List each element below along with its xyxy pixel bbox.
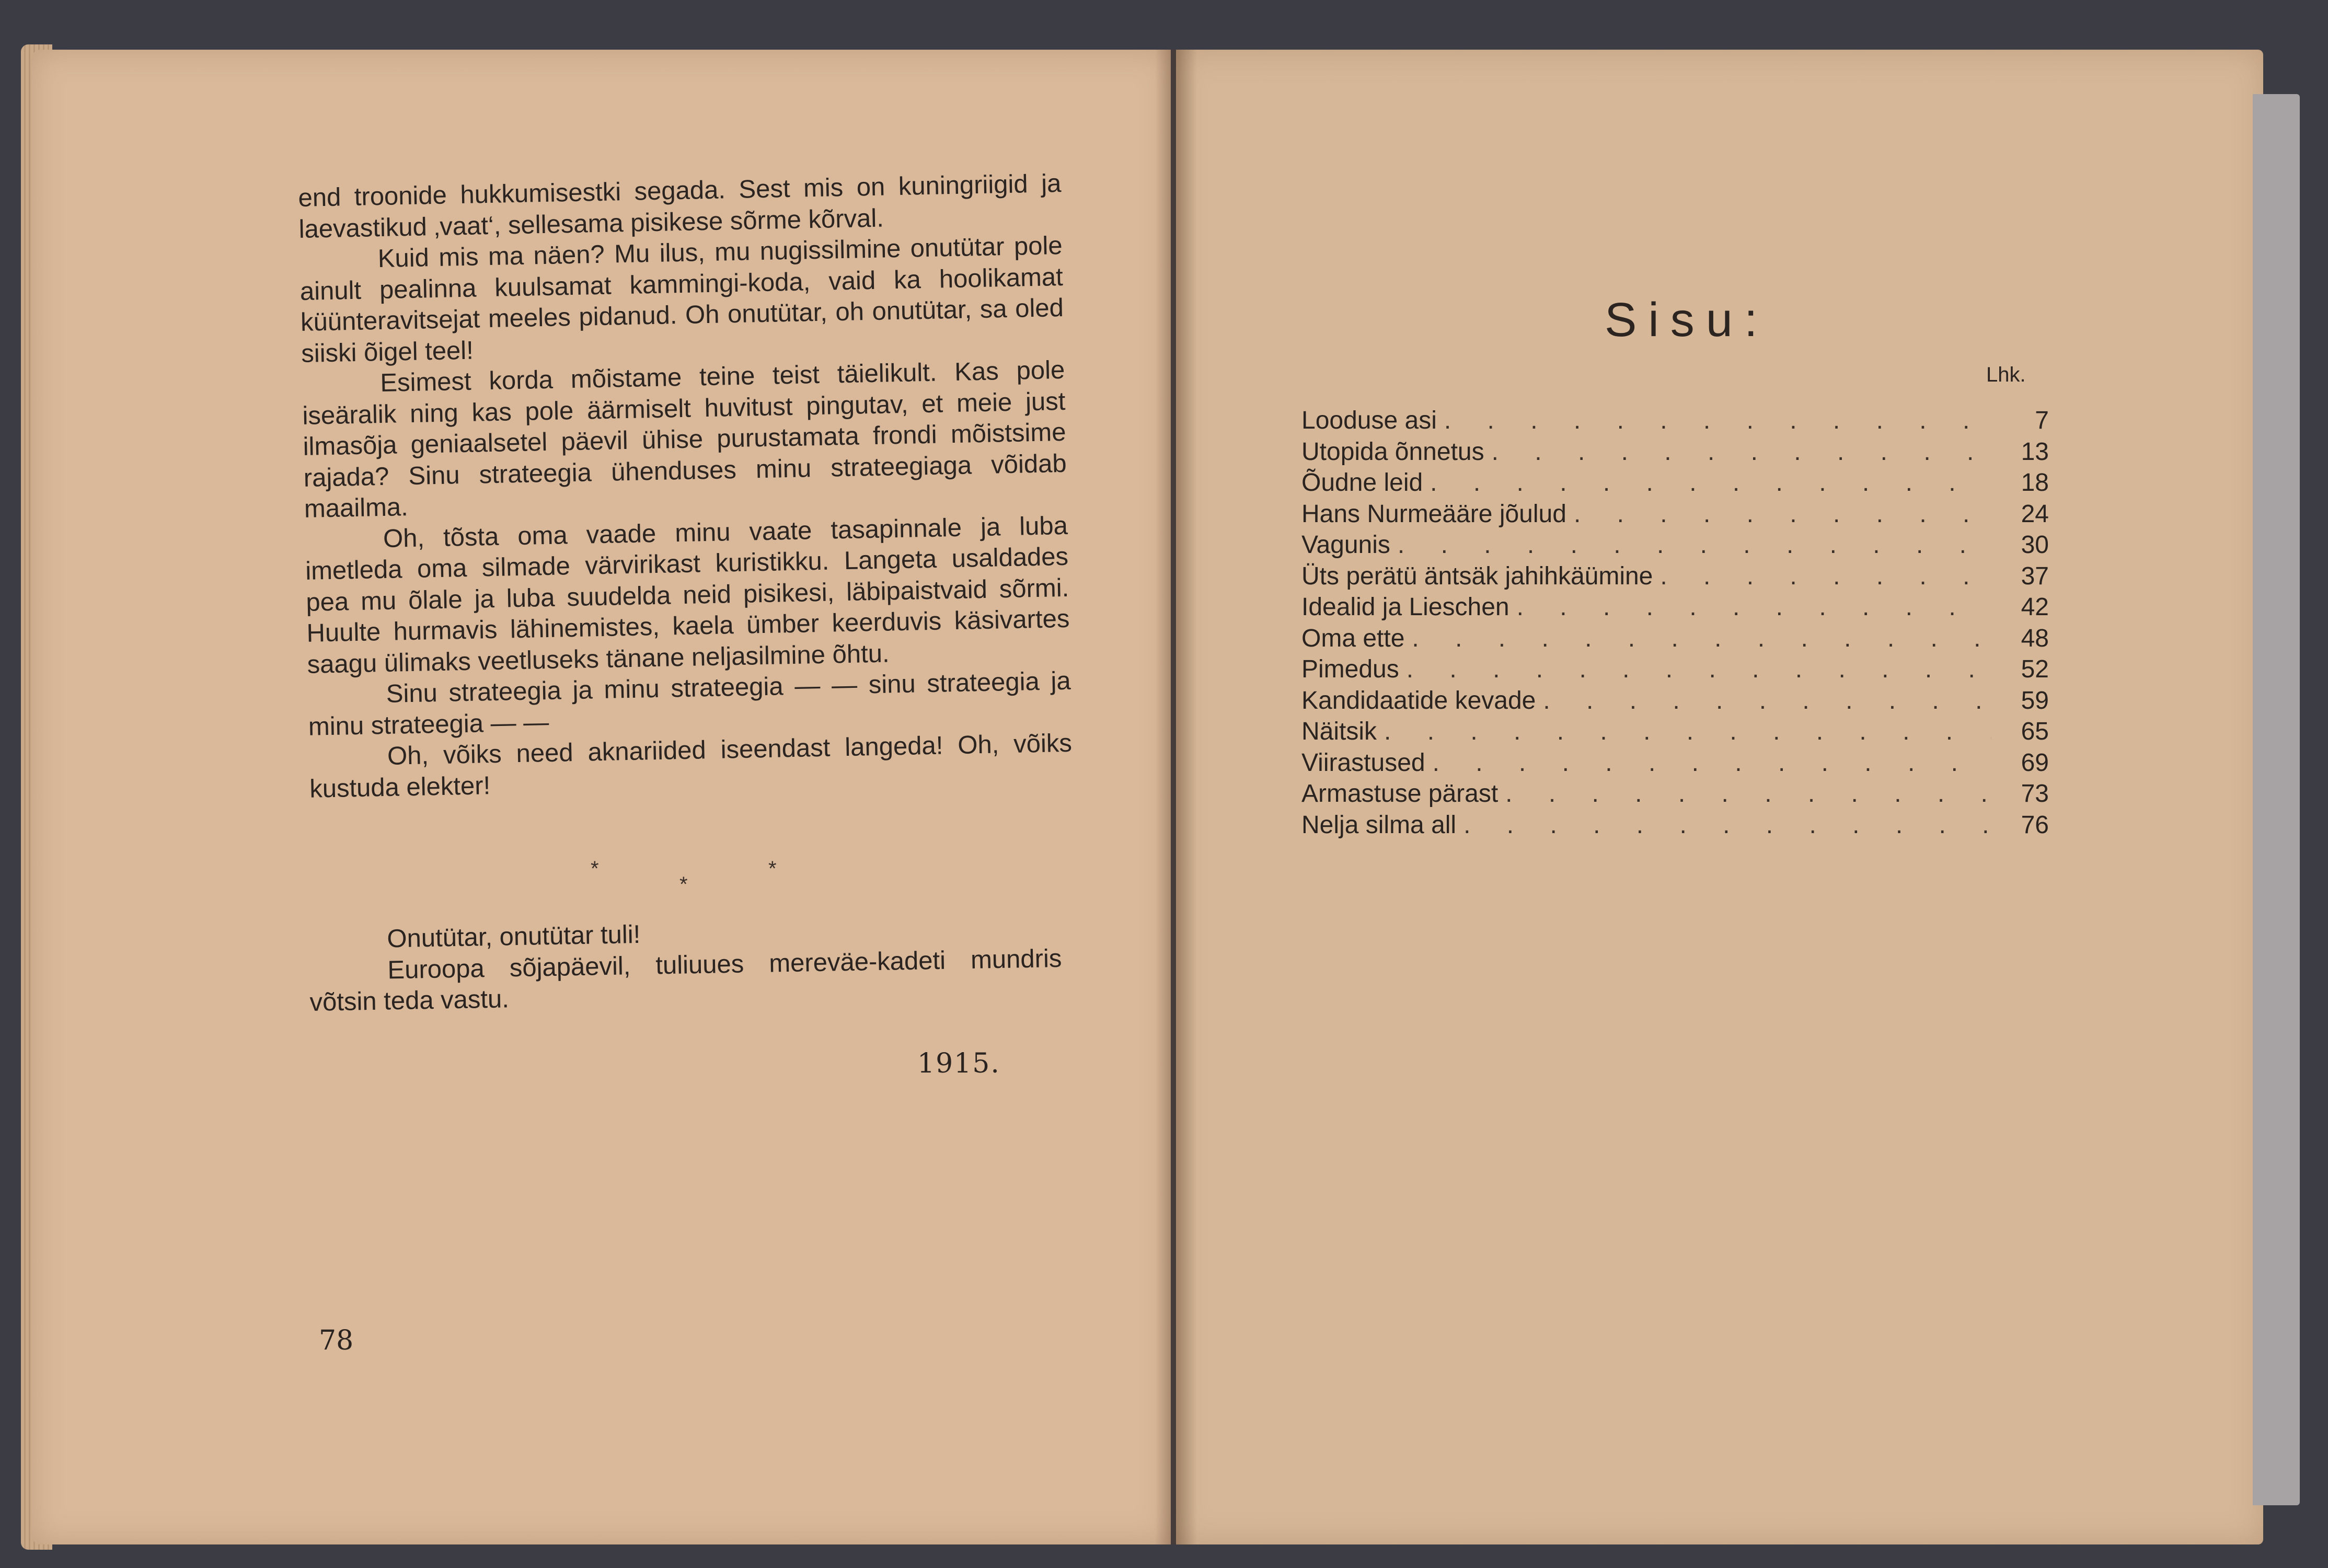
toc-entry-title: Hans Nurmeääre jõulud (1301, 500, 1566, 528)
toc-entry (1301, 716, 2049, 747)
toc-entry (1301, 529, 2049, 561)
toc-entry-title: Õudne leid (1301, 469, 1423, 497)
toc-entry-page: 37 (2021, 562, 2049, 590)
toc-entry (1301, 685, 2049, 717)
toc-entry-page: 76 (2021, 811, 2049, 839)
toc-entry-page: 42 (2021, 593, 2049, 621)
leader-dots (1399, 654, 1991, 685)
paragraph: end troonide hukkumisestki segada. Sest mis on kuningriigid ja laevastikud ‚vaat‘, sellesama pisikese sõrme kõrval. (298, 169, 1062, 244)
toc-entry-title: Armastuse pärast (1301, 780, 1499, 808)
toc-entry (1301, 499, 2049, 530)
toc-entry-title: Kandidaatide kevade (1301, 686, 1536, 714)
paragraph: Sinu strateegia ja minu strateegia — — sinu strateegia ja minu strateegia — — (308, 666, 1071, 741)
toc-entry (1301, 561, 2049, 592)
toc-entry-title: Vagunis (1301, 531, 1390, 559)
leader-dots (1404, 623, 1991, 654)
toc-entry-page: 52 (2021, 655, 2049, 683)
toc-entry-page: 48 (2021, 624, 2049, 652)
book-gutter (1155, 50, 1197, 1544)
toc-entry-title: Looduse asi (1301, 407, 1437, 434)
paragraph: Onutütar, onutütar tuli! (387, 920, 641, 953)
toc-entry (1301, 810, 2049, 841)
toc-entry (1301, 654, 2049, 685)
leader-dots (1498, 778, 1991, 810)
toc-entry-title: Nelja silma all (1301, 811, 1457, 839)
page-number: 78 (319, 1325, 354, 1356)
leader-dots (1425, 747, 1991, 779)
paragraph: Euroopa sõjapäevil, tuliuues mereväe-kadeti mundris võtsin teda vastu. (309, 944, 1062, 1017)
toc-entry-page: 13 (2021, 437, 2049, 466)
toc-entry-page: 69 (2021, 748, 2049, 777)
toc-entry-page: 24 (2021, 500, 2049, 528)
toc-entry (1301, 592, 2049, 623)
toc-entry (1301, 747, 2049, 779)
page-edges-right (2253, 94, 2300, 1505)
paragraph: Oh, võiks need aknariided iseendast langeda! Oh, võiks kustuda elekter! (309, 729, 1073, 803)
asterisk: * (591, 857, 599, 880)
asterisk: * (768, 857, 777, 880)
toc-entry-title: Idealid ja Lieschen (1301, 593, 1509, 621)
left-page-tail (308, 912, 1063, 1019)
toc-entry-title: Näitsik (1301, 718, 1377, 745)
leader-dots (1484, 436, 1991, 468)
leader-dots (1423, 467, 1991, 499)
toc-entry-page: 18 (2021, 469, 2049, 497)
toc-page-column-header: Lhk. (1986, 363, 2026, 386)
toc-entry (1301, 623, 2049, 654)
leader-dots (1390, 529, 1991, 561)
toc-entry-page: 59 (2021, 686, 2049, 714)
toc-entry-page: 73 (2021, 780, 2049, 808)
toc-title: Sisu: (1605, 293, 1769, 347)
toc-entry (1301, 467, 2049, 499)
leader-dots (1456, 810, 1991, 841)
paragraph: Oh, tõsta oma vaade minu vaate tasapinnale ja luba imetleda oma silmade värvirikast kuristikku. Langeta usaldades pea mu õlale ja luba suudelda neid pisikesi, läbipaistvaid sõrmi. Huulte hurmavis lähinemistes, kaela ümber keerduvis käsivartes saagu ülimaks veetluseks tänane neljasilmine õhtu. (305, 511, 1070, 679)
paragraph: Esimest korda mõistame teine teist täielikult. Kas pole iseäralik ning kas pole äärmiselt huvitust pingutav, et meie just ilmasõja geniaalsetel päevil ühise purustamata frondi mõistsime rajada? Sinu strateegia ühenduses minu strateegiaga võidab maailma. (302, 355, 1067, 523)
date-line: 1915. (917, 1048, 1000, 1079)
toc-entry (1301, 436, 2049, 468)
leader-dots (1509, 592, 1991, 623)
leader-dots (1377, 716, 1991, 747)
leader-dots (1653, 561, 1991, 592)
toc-entry-title: Pimedus (1301, 655, 1399, 683)
toc-entry (1301, 405, 2049, 436)
leader-dots (1536, 685, 1991, 717)
leader-dots (1566, 499, 1991, 530)
toc-entry-title: Oma ette (1301, 624, 1405, 652)
toc-entry-title: Üts perätü äntsäk jahihkäümine (1301, 562, 1653, 590)
toc-entry (1301, 778, 2049, 810)
paragraph: Kuid mis ma näen? Mu ilus, mu nugissilmine onutütar pole ainult pealinna kuulsamat kammingi-koda, vaid ka hoolikamat küünteravitsejat meeles pidanud. Oh onutütar, oh onutütar, sa oled siiski õigel teel! (299, 231, 1064, 368)
toc-entry-page: 7 (2035, 407, 2049, 434)
asterisk: * (679, 873, 688, 896)
toc-entry-title: Utopida õnnetus (1301, 437, 1484, 466)
table-of-contents (1301, 405, 2049, 840)
toc-entry-page: 30 (2021, 531, 2049, 559)
leader-dots (1437, 405, 1991, 436)
toc-entry-page: 65 (2021, 718, 2049, 745)
left-page-body (298, 168, 1073, 805)
toc-entry-title: Viirastused (1301, 748, 1425, 777)
asterism-divider (575, 857, 784, 909)
